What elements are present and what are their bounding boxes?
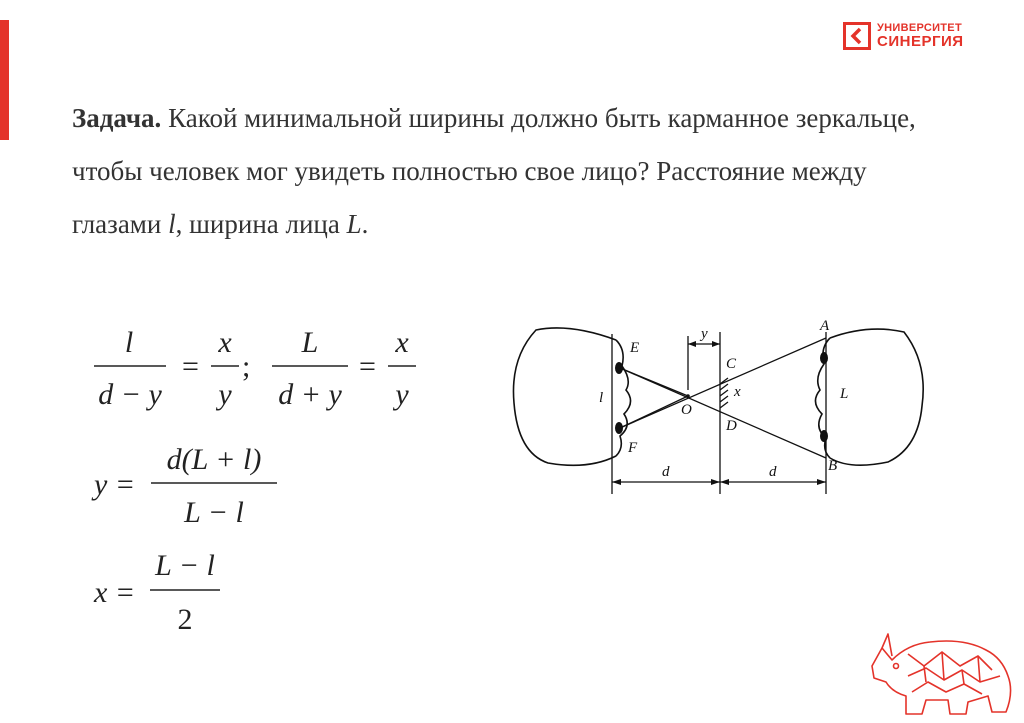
- arrow-d1-right: [711, 479, 720, 485]
- right-eye-top: [820, 352, 828, 364]
- task-var-l: l: [168, 209, 176, 239]
- label-F: F: [628, 440, 638, 456]
- task-text-part1: Какой минимальной ширины должно быть карманное зеркальце, чтобы человек мог увидеть полностью свое лицо? Расстояние между глазами: [72, 103, 916, 239]
- logo-text: [877, 23, 964, 49]
- eq1-den-right: y: [218, 378, 232, 411]
- eq3-den: L − l: [184, 496, 244, 529]
- label-d-right: d: [769, 464, 777, 480]
- point-O: [686, 394, 690, 398]
- arrow-y-right: [712, 341, 720, 347]
- logo-line1: УНИВЕРСИТЕТ: [877, 22, 962, 34]
- eq2-den-right: y: [395, 378, 409, 411]
- label-E: E: [630, 340, 640, 356]
- task-label: Задача.: [72, 103, 162, 133]
- eq2-num-left: L: [301, 326, 319, 359]
- left-eye-top: [615, 362, 623, 374]
- eq4-num: L − l: [155, 549, 215, 582]
- right-eye-bottom: [820, 430, 828, 442]
- eq1-equals: =: [182, 350, 199, 383]
- logo: [843, 22, 964, 50]
- label-B: B: [828, 458, 838, 474]
- logo-mark-icon: [843, 22, 871, 50]
- label-C: C: [726, 356, 737, 372]
- left-face-profile: [616, 340, 631, 456]
- rhino-logo-icon: [868, 626, 1018, 718]
- arrow-d2-right: [817, 479, 826, 485]
- label-d-left: d: [662, 464, 670, 480]
- eq1-num-left: l: [124, 326, 134, 359]
- task-text: [72, 92, 932, 251]
- arrow-y-left: [688, 341, 696, 347]
- formulas: [84, 322, 444, 652]
- label-A: A: [820, 318, 830, 334]
- logo-line2: СИНЕРГИЯ: [877, 33, 964, 50]
- eq2-equals: =: [359, 350, 376, 383]
- label-l: l: [599, 390, 604, 406]
- arrow-d1-left: [612, 479, 621, 485]
- ray-F-A: [620, 338, 826, 428]
- eq3-num: d(L + l): [166, 443, 262, 476]
- accent-bar: [0, 20, 9, 140]
- eq1-den-left: d − y: [98, 378, 162, 411]
- label-L: L: [840, 386, 849, 402]
- eq3-lhs: y =: [94, 468, 136, 501]
- left-eye-bottom: [615, 422, 623, 434]
- eq4-den: 2: [177, 603, 193, 636]
- eq2-den-left: d + y: [278, 378, 342, 411]
- label-y: y: [701, 326, 708, 342]
- task-var-L: L: [346, 209, 362, 239]
- eq1-num-right: x: [218, 326, 232, 359]
- label-O: O: [681, 402, 692, 418]
- eq1-separator: ;: [242, 350, 251, 383]
- arrow-d2-left: [720, 479, 729, 485]
- eq4-lhs: x =: [94, 576, 136, 609]
- task-text-part3: .: [361, 209, 369, 239]
- label-x: x: [734, 384, 741, 400]
- label-D: D: [726, 418, 737, 434]
- mirror-diagram: [508, 318, 928, 498]
- eq2-num-right: x: [395, 326, 409, 359]
- task-text-part2: , ширина лица: [175, 209, 347, 239]
